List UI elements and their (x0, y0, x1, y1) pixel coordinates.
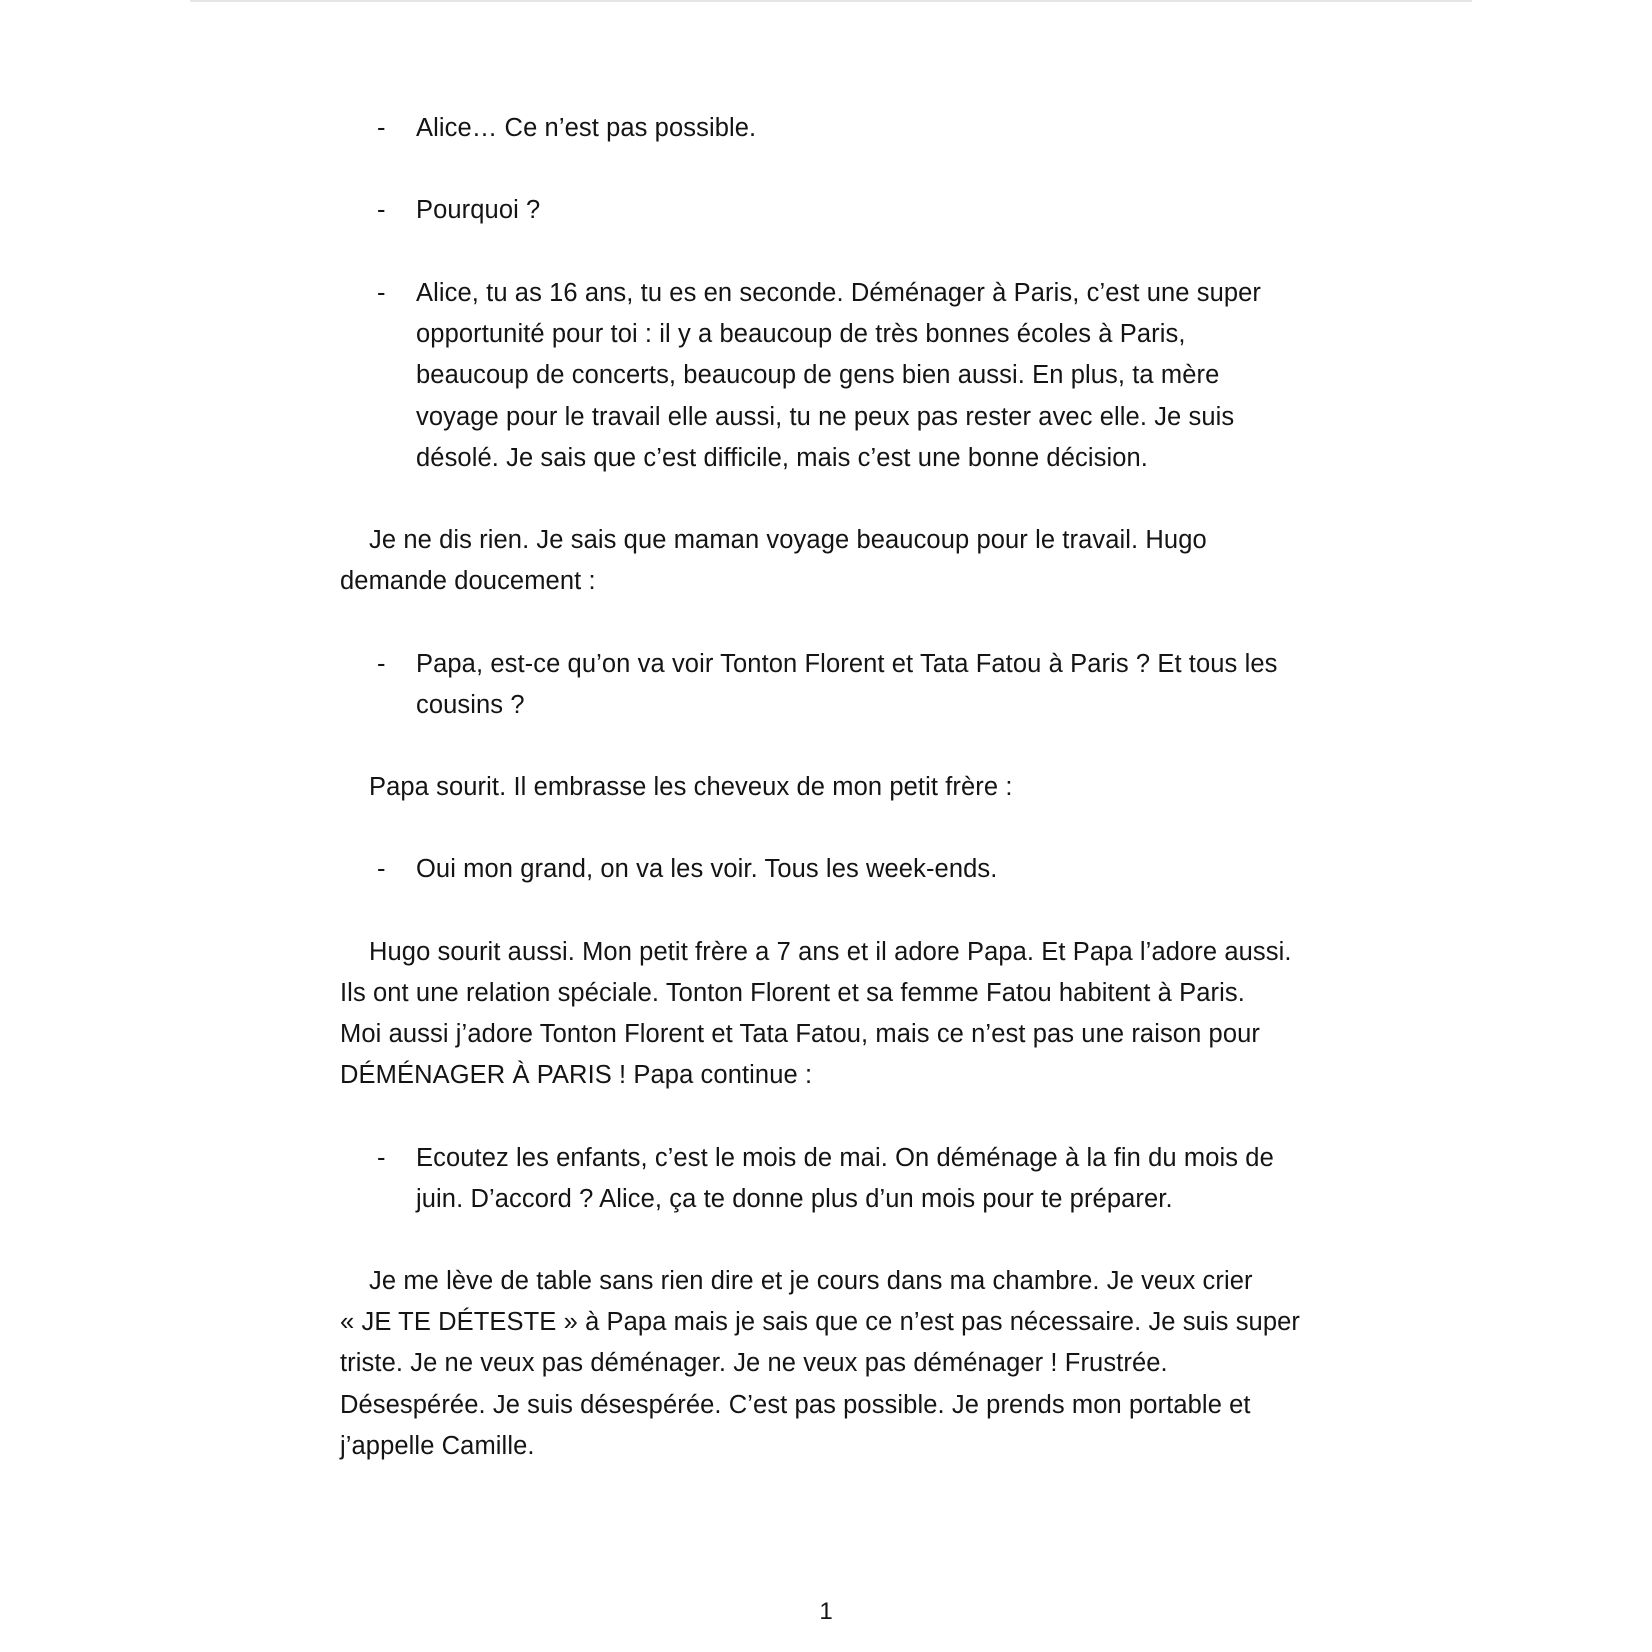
dialogue-line: Alice… Ce n’est pas possible. (416, 114, 757, 142)
dialogue-line: Oui mon grand, on va les voir. Tous les week-ends. (416, 855, 998, 883)
dialogue-line: opportunité pour toi : il y a beaucoup de très bonnes écoles à Paris, (416, 320, 1186, 348)
dialogue-line: juin. D’accord ? Alice, ça te donne plus d’un mois pour te préparer. (416, 1185, 1173, 1213)
dialogue-line: Ecoutez les enfants, c’est le mois de mai. On déménage à la fin du mois de (416, 1144, 1274, 1172)
dialogue-dash: - (377, 279, 386, 307)
narration-line: j’appelle Camille. (340, 1432, 535, 1460)
narration-line: « JE TE DÉTESTE » à Papa mais je sais que ce n’est pas nécessaire. Je suis super (340, 1308, 1300, 1336)
dialogue-line: Alice, tu as 16 ans, tu es en seconde. Déménager à Paris, c’est une super (416, 279, 1262, 307)
dialogue-line: Pourquoi ? (416, 196, 541, 224)
narration-line: Moi aussi j’adore Tonton Florent et Tata Fatou, mais ce n’est pas une raison pour (340, 1020, 1260, 1048)
page-number: 1 (819, 1598, 833, 1625)
dialogue-line: cousins ? (416, 691, 525, 719)
dialogue-line: voyage pour le travail elle aussi, tu ne peux pas rester avec elle. Je suis (416, 403, 1235, 431)
narration-line: Ils ont une relation spéciale. Tonton Florent et sa femme Fatou habitent à Paris. (340, 979, 1245, 1007)
dialogue-dash: - (377, 855, 386, 883)
dialogue-dash: - (377, 196, 386, 224)
narration-line: demande doucement : (340, 567, 596, 595)
narration-line: Désespérée. Je suis désespérée. C’est pas possible. Je prends mon portable et (340, 1391, 1251, 1419)
narration-line: Papa sourit. Il embrasse les cheveux de mon petit frère : (369, 773, 1013, 801)
dialogue-line: beaucoup de concerts, beaucoup de gens bien aussi. En plus, ta mère (416, 361, 1220, 389)
dialogue-dash: - (377, 650, 386, 678)
narration-line: Je me lève de table sans rien dire et je cours dans ma chambre. Je veux crier (369, 1267, 1253, 1295)
narration-line: Hugo sourit aussi. Mon petit frère a 7 ans et il adore Papa. Et Papa l’adore aussi. (369, 938, 1292, 966)
narration-line: DÉMÉNAGER À PARIS ! Papa continue : (340, 1061, 813, 1089)
dialogue-line: désolé. Je sais que c’est difficile, mais c’est une bonne décision. (416, 444, 1148, 472)
dialogue-dash: - (377, 114, 386, 142)
dialogue-dash: - (377, 1144, 386, 1172)
narration-line: triste. Je ne veux pas déménager. Je ne veux pas déménager ! Frustrée. (340, 1349, 1168, 1377)
narration-line: Je ne dis rien. Je sais que maman voyage beaucoup pour le travail. Hugo (369, 526, 1207, 554)
dialogue-line: Papa, est-ce qu’on va voir Tonton Florent et Tata Fatou à Paris ? Et tous les (416, 650, 1278, 678)
